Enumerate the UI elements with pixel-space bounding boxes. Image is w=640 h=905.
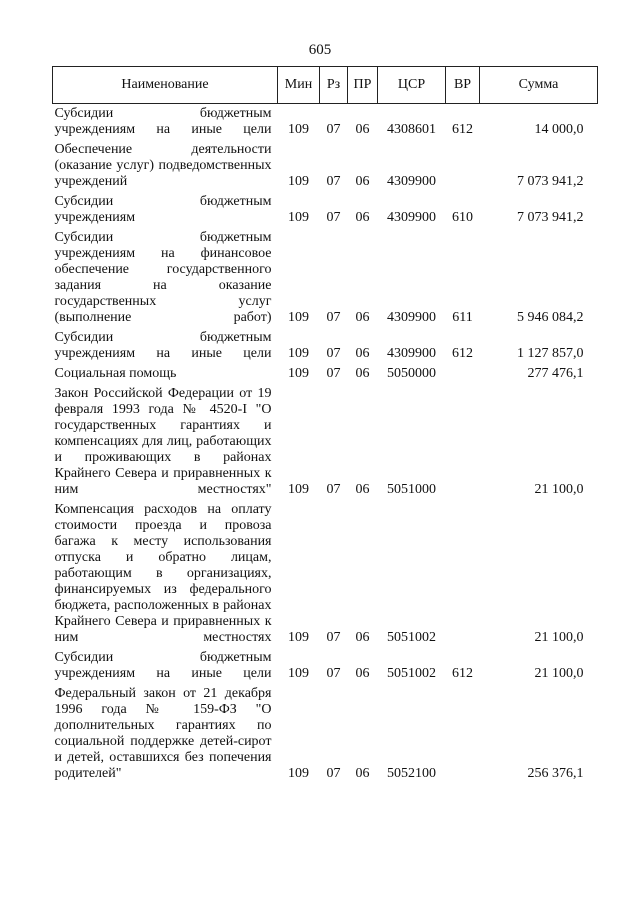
row-vr: 612 xyxy=(452,666,473,681)
row-pr: 06 xyxy=(355,630,370,645)
row-vr xyxy=(446,386,480,502)
row-name: Компенсация расходов на оплату стоимости проезда и провоза багажа к месту использования отпуска и обратно лицам, работающим в организациях, финансируемых из федерального бюджета, расположенных в районах Крайнего Севера и приравненных к ним местностях xyxy=(54,502,272,645)
row-vr xyxy=(446,142,480,194)
row-csr: 5051002 xyxy=(387,630,436,645)
row-pr: 06 xyxy=(355,346,370,361)
row-sum: 21 100,0 xyxy=(534,630,584,645)
row-name: Федеральный закон от 21 декабря 1996 года № 159-ФЗ "О дополнительных гарантиях по социальной поддержке детей-сирот и детей, оставшихся без попечения родителей" xyxy=(54,686,272,781)
table-row xyxy=(53,650,598,686)
row-rz: 07 xyxy=(326,482,341,497)
row-pr: 06 xyxy=(355,366,370,381)
header-csr: ЦСР xyxy=(378,67,446,104)
row-min: 109 xyxy=(288,210,309,225)
row-csr: 5050000 xyxy=(387,366,436,381)
table-row xyxy=(53,142,598,194)
row-sum: 7 073 941,2 xyxy=(517,210,584,225)
row-pr: 06 xyxy=(355,666,370,681)
row-sum: 7 073 941,2 xyxy=(517,174,584,189)
row-sum: 256 376,1 xyxy=(527,766,584,781)
table-row xyxy=(53,386,598,502)
row-pr: 06 xyxy=(355,482,370,497)
row-min: 109 xyxy=(288,630,309,645)
row-csr: 4309900 xyxy=(387,174,436,189)
table-row xyxy=(53,366,598,386)
row-rz: 07 xyxy=(326,666,341,681)
row-name: Субсидии бюджетным учреждениям на иные цели xyxy=(54,330,272,361)
page-number: 605 xyxy=(308,42,332,58)
table-row xyxy=(53,104,598,143)
table-row xyxy=(53,194,598,230)
row-pr: 06 xyxy=(355,122,370,137)
table-row xyxy=(53,502,598,650)
row-csr: 4309900 xyxy=(387,210,436,225)
row-pr: 06 xyxy=(355,174,370,189)
row-vr xyxy=(446,366,480,386)
header-rz: Рз xyxy=(320,67,348,104)
row-sum: 5 946 084,2 xyxy=(517,310,584,325)
row-rz: 07 xyxy=(326,122,341,137)
row-name: Закон Российской Федерации от 19 февраля 1993 года № 4520-I "О государственных гарантиях и компенсациях для лиц, работающих и проживающих в районах Крайнего Севера и приравненных к ним местностях" xyxy=(54,386,272,497)
row-min: 109 xyxy=(288,174,309,189)
row-min: 109 xyxy=(288,666,309,681)
row-csr: 4309900 xyxy=(387,310,436,325)
row-name: Социальная помощь xyxy=(54,366,177,381)
row-csr: 4308601 xyxy=(387,122,436,137)
row-min: 109 xyxy=(288,366,309,381)
row-sum: 14 000,0 xyxy=(534,122,584,137)
table-header xyxy=(53,67,598,104)
table-row xyxy=(53,330,598,366)
row-rz: 07 xyxy=(326,310,341,325)
header-pr: ПР xyxy=(348,67,378,104)
row-name: Субсидии бюджетным учреждениям xyxy=(54,194,272,225)
row-vr xyxy=(446,502,480,650)
row-name: Субсидии бюджетным учреждениям на финансовое обеспечение государственного задания на оказание государственных услуг (выполнение работ) xyxy=(54,230,272,325)
header-min: Мин xyxy=(278,67,320,104)
row-sum: 21 100,0 xyxy=(534,482,584,497)
budget-table xyxy=(52,66,598,786)
row-rz: 07 xyxy=(326,366,341,381)
row-sum: 1 127 857,0 xyxy=(517,346,584,361)
row-min: 109 xyxy=(288,122,309,137)
header-sum: Сумма xyxy=(480,67,598,104)
row-rz: 07 xyxy=(326,630,341,645)
row-name: Субсидии бюджетным учреждениям на иные цели xyxy=(54,650,272,681)
row-min: 109 xyxy=(288,346,309,361)
row-vr: 612 xyxy=(452,346,473,361)
header-name: Наименование xyxy=(53,67,278,104)
row-pr: 06 xyxy=(355,766,370,781)
row-rz: 07 xyxy=(326,766,341,781)
row-sum: 21 100,0 xyxy=(534,666,584,681)
row-name: Обеспечение деятельности (оказание услуг) подведомственных учреждений xyxy=(54,142,272,189)
table-row xyxy=(53,686,598,786)
header-vr: ВР xyxy=(446,67,480,104)
row-pr: 06 xyxy=(355,310,370,325)
table-row xyxy=(53,230,598,330)
row-vr: 611 xyxy=(452,310,473,325)
row-name: Субсидии бюджетным учреждениям на иные цели xyxy=(54,106,272,137)
row-sum: 277 476,1 xyxy=(527,366,584,381)
row-vr: 612 xyxy=(452,122,473,137)
row-csr: 5052100 xyxy=(387,766,436,781)
row-rz: 07 xyxy=(326,346,341,361)
row-min: 109 xyxy=(288,482,309,497)
row-vr: 610 xyxy=(452,210,473,225)
row-csr: 5051000 xyxy=(387,482,436,497)
row-vr xyxy=(446,686,480,786)
row-csr: 5051002 xyxy=(387,666,436,681)
table-body xyxy=(53,104,598,787)
row-rz: 07 xyxy=(326,174,341,189)
row-min: 109 xyxy=(288,310,309,325)
row-pr: 06 xyxy=(355,210,370,225)
row-rz: 07 xyxy=(326,210,341,225)
row-min: 109 xyxy=(288,766,309,781)
row-csr: 4309900 xyxy=(387,346,436,361)
